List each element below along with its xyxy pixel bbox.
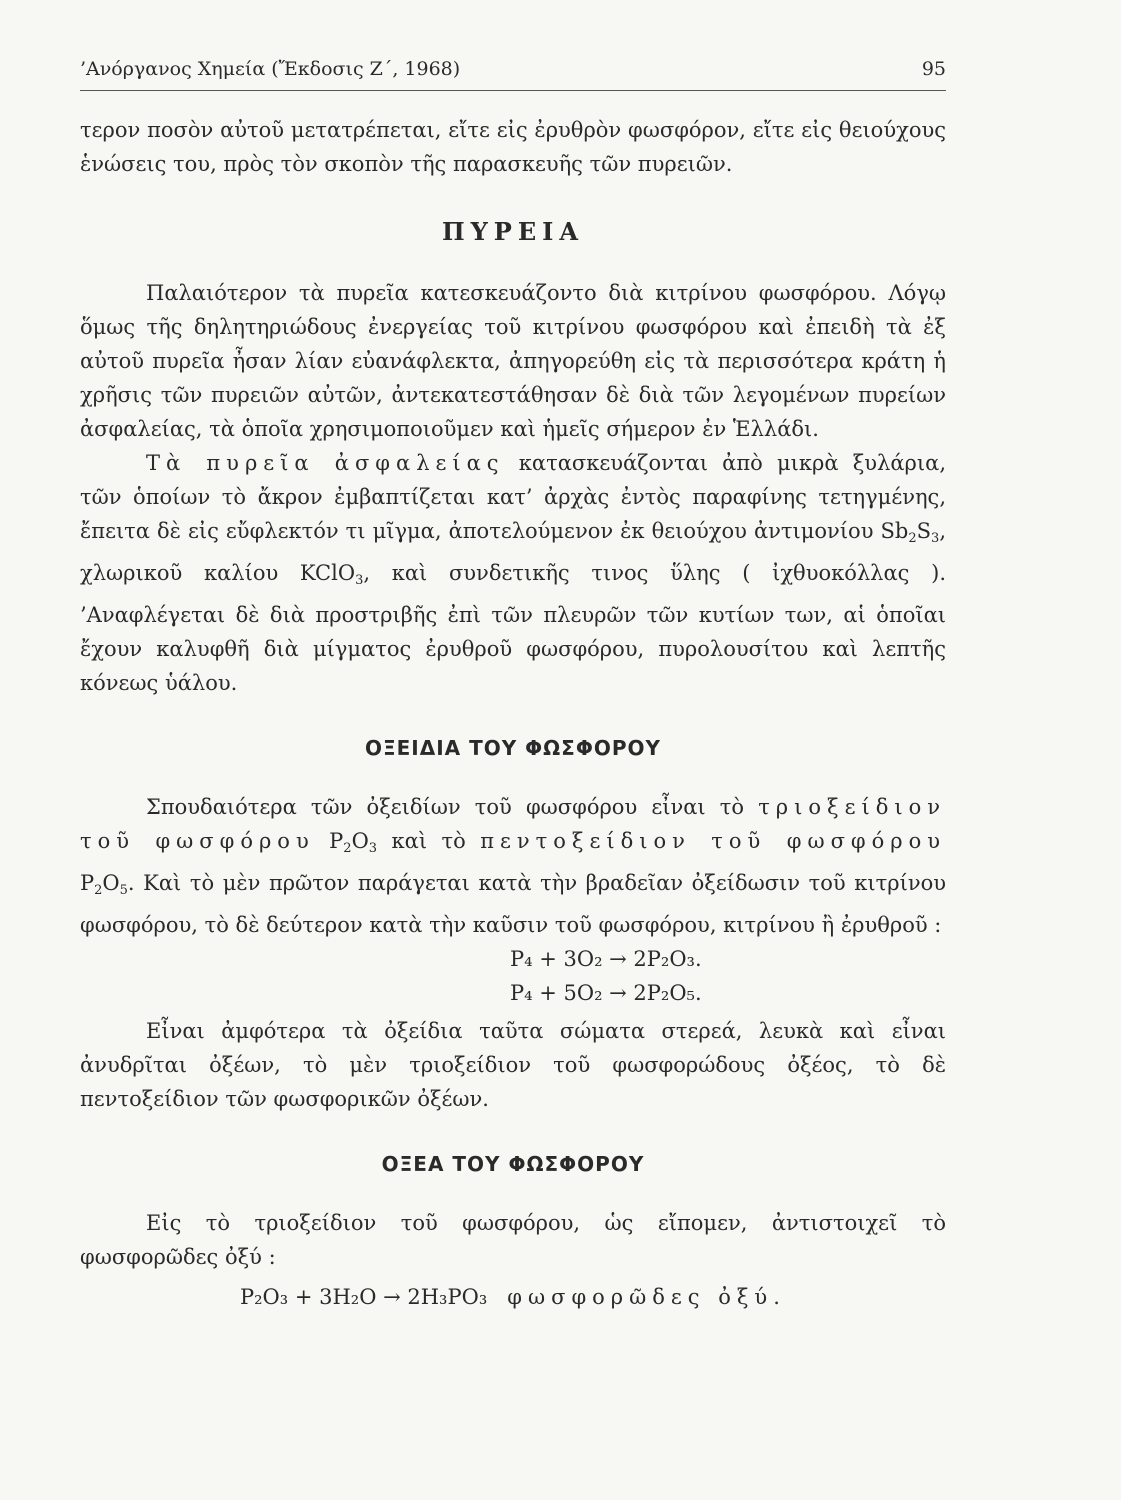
pyreia-paragraph-2: [80, 446, 946, 700]
text-run: . Καὶ τὸ μὲν πρῶτον παράγεται κατὰ τὴν βραδεῖαν ὀξείδωσιν τοῦ κιτρίνου φωσφόρου, τὸ δὲ δεύτερον κατὰ τὴν καῦσιν τοῦ φωσφόρου, κιτρίνου ἢ ἐρυθροῦ :: [80, 871, 946, 937]
page-header: [80, 58, 946, 91]
page: [80, 58, 946, 1314]
formula: P: [329, 829, 344, 853]
pyreia-paragraph-1: Παλαιότερον τὰ πυρεῖα κατεσκευάζοντο διὰ κιτρίνου φωσφόρου. Λόγῳ ὅμως τῆς δηλητηριώδους ἐνεργείας τοῦ κιτρίνου φωσφόρου καὶ ἐπειδὴ τὰ ἐξ αὐτοῦ πυρεῖα ἦσαν λίαν εὐανάφλεκτα, ἀπηγορεύθη εἰς τὰ περισσότερα κράτη ἡ χρῆσις τῶν πυρειῶν αὐτῶν, ἀντεκατεστάθησαν δὲ διὰ τῶν λεγομένων πυρείων ἀσφαλείας, τὰ ὁποῖα χρησιμοποιοῦμεν καὶ ἡμεῖς σήμερον ἐν Ἑλλάδι.: [80, 281, 946, 441]
page-number: 95: [921, 58, 946, 80]
text-run: , χλωρικοῦ καλίου KClO: [80, 519, 946, 585]
text-run: καὶ τὸ: [391, 829, 466, 853]
text-run: κατασκευάζονται ἀπὸ μικρὰ ξυλάρια, τῶν ὁποίων τὸ ἄκρον ἐμβαπτίζεται κατ’ ἀρχὰς ἐντὸς παραφίνης τετηγμένης, ἔπειτα δὲ εἰς εὔφλεκτόν τι μῖγμα, ἀποτελούμενον ἐκ θειούχου ἀντιμονίου Sb: [80, 451, 946, 543]
equation-phosphorous-acid: [80, 1280, 946, 1314]
equation-pentoxide: P₄ + 5O₂ → 2P₂O₅.: [510, 981, 702, 1005]
heading-acids: ΟΞΕΑ ΤΟΥ ΦΩΣΦΟΡΟΥ: [381, 1152, 645, 1176]
intro-paragraph: τερον ποσὸν αὐτοῦ μετατρέπεται, εἴτε εἰς ἐρυθρὸν φωσφόρον, εἴτε εἰς θειούχους ἑνώσεις του, πρὸς τὸν σκοπὸν τῆς παρασκευῆς τῶν πυρειῶν.: [80, 118, 946, 176]
emphasis-safety-matches: Τὰ πυρεῖα ἀσφαλείας: [146, 451, 505, 475]
equation-formula: P₂O₃ + 3H₂O → 2H₃PO₃: [240, 1285, 488, 1309]
heading-oxides: ΟΞΕΙΔΙΑ ΤΟΥ ΦΩΣΦΟΡΟΥ: [364, 736, 661, 760]
formula: P: [80, 871, 95, 895]
subscript: 3: [368, 841, 378, 856]
emphasis-trioxide: τριοξείδιον τοῦ φωσφόρου: [80, 795, 946, 853]
subscript: 2: [908, 531, 917, 546]
text-run: , καὶ συνδετικῆς τινος ὕλης ( ἰχθυοκόλλας ). ’Αναφλέγεται δὲ διὰ προστριβῆς ἐπὶ τῶν πλευρῶν τῶν κυτίων των, αἱ ὁποῖαι ἔχουν καλυφθῆ διὰ μίγματος ἐρυθροῦ φωσφόρου, πυρολουσίτου καὶ λεπτῆς κόνεως ὑάλου.: [80, 561, 946, 695]
subscript: 3: [355, 573, 364, 588]
formula: O: [102, 871, 120, 895]
running-title: ’Ανόργανος Χημεία (Ἔκδοσις Ζ΄, 1968): [80, 58, 461, 80]
formula: O: [351, 829, 369, 853]
oxides-paragraph-2: Εἶναι ἀμφότερα τὰ ὀξείδια ταῦτα σώματα στερεά, λευκὰ καὶ εἶναι ἀνυδρῖται ὀξέων, τὸ μὲν τριοξείδιον τοῦ φωσφορώδους ὀξέος, τὸ δὲ πεντοξείδιον τῶν φωσφορικῶν ὀξέων.: [80, 1019, 946, 1111]
oxides-paragraph-1: [80, 790, 946, 942]
subscript: 5: [119, 883, 128, 898]
equation-label: φωσφορῶδες ὀξύ.: [507, 1285, 786, 1309]
text-run: Σπουδαιότερα τῶν ὀξειδίων τοῦ φωσφόρου εἶναι τὸ: [146, 795, 745, 819]
subscript: 2: [343, 841, 352, 856]
subscript: 3: [931, 531, 940, 546]
heading-pyreia: ΠΥΡΕΙΑ: [442, 217, 584, 246]
equation-trioxide: P₄ + 3O₂ → 2P₂O₃.: [510, 947, 702, 971]
subscript: 2: [94, 883, 103, 898]
emphasis-pentoxide: πεντοξείδιον τοῦ φωσφόρου: [480, 829, 946, 853]
acids-paragraph-1: Εἰς τὸ τριοξείδιον τοῦ φωσφόρου, ὡς εἴπομεν, ἀντιστοιχεῖ τὸ φωσφορῶδες ὀξύ :: [80, 1211, 946, 1269]
text-run: S: [916, 519, 932, 543]
